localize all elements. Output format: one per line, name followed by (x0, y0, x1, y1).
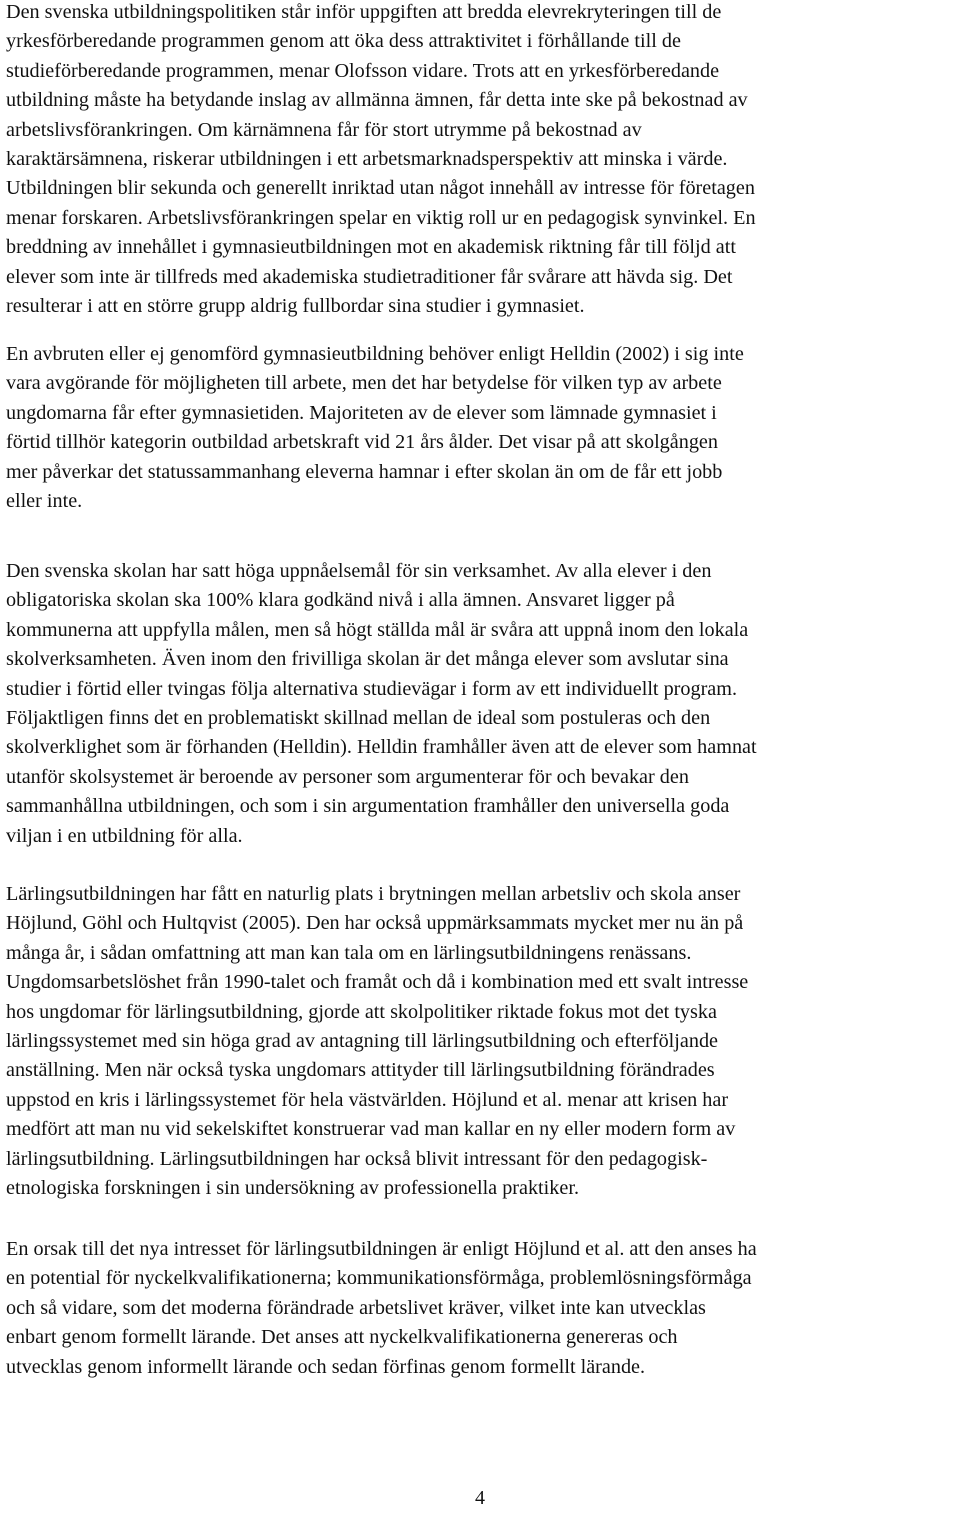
text-line: En avbruten eller ej genomförd gymnasieutbildning behöver enligt Helldin (2002) i sig inte (6, 343, 744, 365)
text-line: breddning av innehållet i gymnasieutbildningen mot en akademisk riktning får till följd att (6, 236, 736, 259)
text-line: mer påverkar det statussammanhang eleverna hamnar i efter skolan än om de får ett jobb (6, 460, 723, 483)
text-line: obligatoriska skolan ska 100% klara godkänd nivå i alla ämnen. Ansvaret ligger på (6, 589, 675, 612)
text-line: uppstod en kris i lärlingssystemet för hela västvärlden. Höjlund et al. menar att krisen har (6, 1088, 729, 1111)
text-line: resulterar i att en större grupp aldrig fullbordar sina studier i gymnasiet. (6, 295, 585, 318)
text-line: menar forskaren. Arbetslivsförankringen spelar en viktig roll ur en pedagogisk synvinkel. En (6, 206, 756, 229)
text-line: utanför skolsystemet är beroende av personer som argumenterar för och bevakar den (6, 765, 689, 788)
text-line: viljan i en utbildning för alla. (6, 824, 243, 847)
text-line: och så vidare, som det moderna förändrade arbetslivet kräver, vilket inte kan utvecklas (6, 1296, 706, 1319)
body-paragraph-3 (6, 557, 956, 851)
text-line: etnologiska forskningen i sin undersökning av professionella praktiker. (6, 1177, 579, 1200)
body-paragraph-1 (6, 0, 956, 321)
text-line: lärlingsutbildning. Lärlingsutbildningen har också blivit intressant för den pedagogisk- (6, 1147, 708, 1170)
text-line: ungdomarna får efter gymnasietiden. Majoriteten av de elever som lämnade gymnasiet i (6, 401, 717, 424)
text-line: utvecklas genom informellt lärande och sedan förfinas genom formellt lärande. (6, 1355, 646, 1378)
text-line: en potential för nyckelkvalifikationerna; kommunikationsförmåga, problemlösningsförmåga (6, 1267, 752, 1290)
text-line: förtid tillhör kategorin outbildad arbetskraft vid 21 års ålder. Det visar på att skolgången (6, 431, 718, 454)
text-line: studieförberedande programmen, menar Olofsson vidare. Trots att en yrkesförberedande (6, 59, 720, 82)
text-line: studier i förtid eller tvingas följa alternativa studievägar i form av ett individuellt program. (6, 677, 738, 700)
text-line: Den svenska skolan har satt höga uppnåelsemål för sin verksamhet. Av alla elever i den (6, 560, 712, 582)
text-line: arbetslivsförankringen. Om kärnämnena får för stort utrymme på bekostnad av (6, 118, 642, 141)
text-line: Ungdomsarbetslöshet från 1990-talet och framåt och då i kombination med ett svalt intresse (6, 971, 749, 994)
text-line: sammanhållna utbildningen, och som i sin argumentation framhåller den universella goda (6, 795, 730, 818)
body-paragraph-4 (6, 880, 956, 1203)
text-line: karaktärsämnena, riskerar utbildningen i ett arbetsmarknadsperspektiv att minska i värde. (6, 148, 728, 171)
text-line: skolverklighet som är förhanden (Helldin). Helldin framhåller även att de elever som hamnat (6, 736, 757, 759)
text-line: En orsak till det nya intresset för lärlingsutbildningen är enligt Höjlund et al. att den anses ha (6, 1238, 757, 1260)
body-paragraph-5 (6, 1235, 956, 1382)
text-line: Höjlund, Göhl och Hultqvist (2005). Den har också uppmärksammats mycket mer nu än på (6, 912, 744, 935)
text-line: hos ungdomar för lärlingsutbildning, gjorde att skolpolitiker riktade fokus mot det tyska (6, 1000, 717, 1023)
text-line: medfört att man nu vid sekelskiftet konstruerar vad man kallar en ny eller modern form av (6, 1118, 736, 1141)
text-line: Den svenska utbildningspolitiken står inför uppgiften att bredda elevrekryteringen till de (6, 1, 722, 23)
text-line: utbildning måste ha betydande inslag av allmänna ämnen, får detta inte ske på bekostnad av (6, 89, 748, 112)
text-line: eller inte. (6, 490, 83, 513)
text-line: kommunerna att uppfylla målen, men så högt ställda mål är svåra att uppnå inom den lokala (6, 618, 749, 641)
text-line: Följaktligen finns det en problematiskt skillnad mellan de ideal som postuleras och den (6, 707, 711, 730)
text-line: Lärlingsutbildningen har fått en naturlig plats i brytningen mellan arbetsliv och skola anser (6, 883, 741, 905)
text-line: vara avgörande för möjligheten till arbete, men det har betydelse för vilken typ av arbete (6, 372, 722, 395)
body-paragraph-2 (6, 340, 956, 516)
text-line: elever som inte är tillfreds med akademiska studietraditioner får svårare att hävda sig. Det (6, 265, 733, 288)
text-line: Utbildningen blir sekunda och generellt inriktad utan något innehåll av intresse för företagen (6, 177, 755, 200)
text-line: skolverksamheten. Även inom den frivilliga skolan är det många elever som avslutar sina (6, 648, 729, 671)
page-number: 4 (475, 1487, 485, 1509)
text-line: många år, i sådan omfattning att man kan tala om en lärlingsutbildningens renässans. (6, 941, 692, 964)
text-line: enbart genom formellt lärande. Det anses att nyckelkvalifikationerna genereras och (6, 1326, 678, 1349)
text-line: anställning. Men när också tyska ungdomars attityder till lärlingsutbildning förändrades (6, 1059, 715, 1082)
text-line: lärlingssystemet med sin höga grad av antagning till lärlingsutbildning och efterföljande (6, 1030, 719, 1053)
text-line: yrkesförberedande programmen genom att öka dess attraktivitet i förhållande till de (6, 30, 681, 53)
